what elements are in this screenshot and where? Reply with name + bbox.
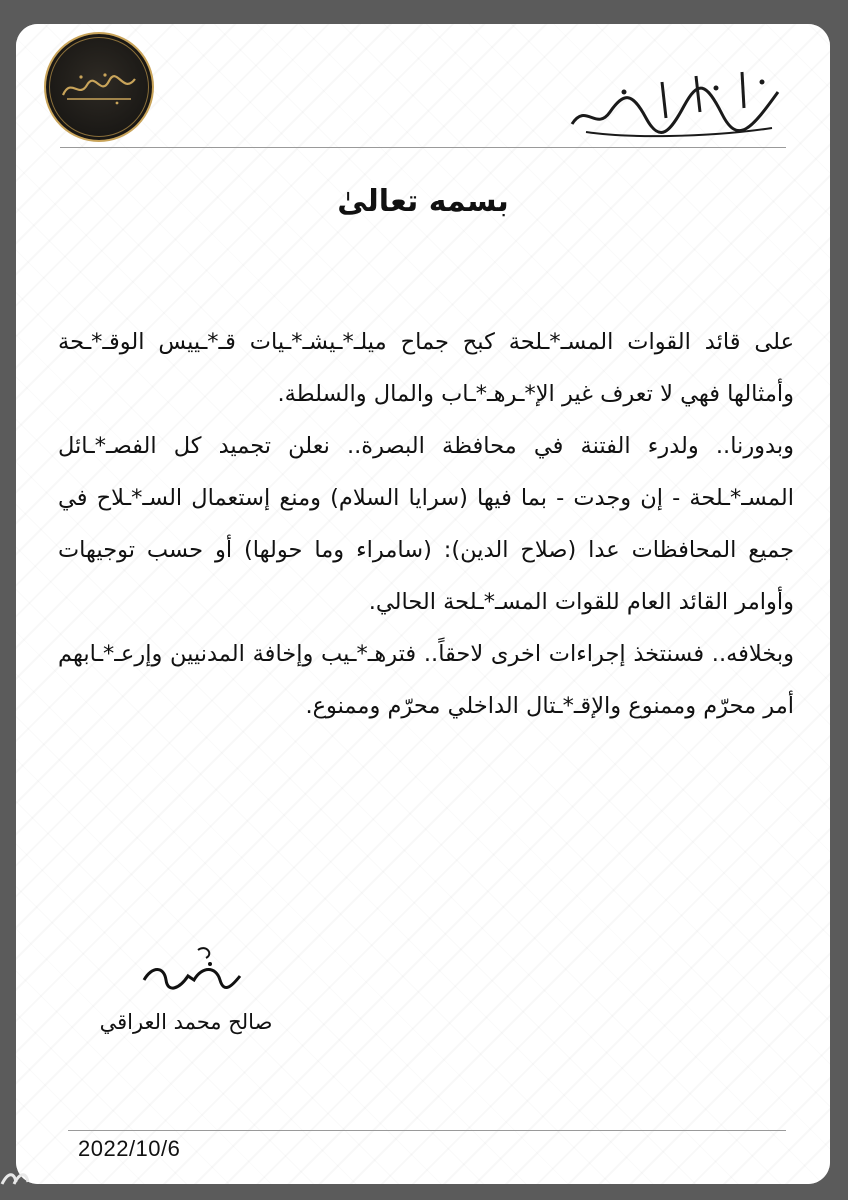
basmala-heading: بسمه تعالىٰ [337,184,509,219]
paragraph: على قائد القوات المسـ*ـلحة كبح جماح ميلـ*ـيشـ*ـيات قـ*ـييس الوقـ*ـحة وأمثالها فهي لا تعرف غير الإ*ـرهـ*ـاب والمال والسلطة. [58,329,794,407]
calligraphy-name-logo [566,62,786,142]
paragraph: وبخلافه.. فسنتخذ إجراءات اخرى لاحقاً.. فترهـ*ـيب وإخافة المدنيين وإرعـ*ـابهم أمر محرّم وممنوع والإقـ*ـتال الداخلي محرّم وممنوع. [58,641,794,719]
corner-logo-icon [0,1164,40,1190]
statement-body [58,316,794,732]
seal-calligraphy-icon [57,67,141,107]
seal-logo [44,32,154,142]
document-date: 2022/10/6 [78,1136,181,1161]
paragraph: وبدورنا.. ولدرء الفتنة في محافظة البصرة.. نعلن تجميد كل الفصـ*ـائل المسـ*ـلحة - إن وجدت - بما فيها (سرايا السلام) ومنع إستعمال السـ*ـلاح في جميع المحافظات عدا (صلاح الدين): (سامراء وما حولها) أو حسب توجيهات وأوامر القائد العام للقوات المسـ*ـلحة الحالي. [58,433,794,615]
signatory-name: صالح محمد العراقي [99,1010,273,1034]
header-divider [60,147,786,148]
signature-mark [136,936,246,996]
document-card [16,24,830,1184]
footer-divider [68,1130,786,1131]
